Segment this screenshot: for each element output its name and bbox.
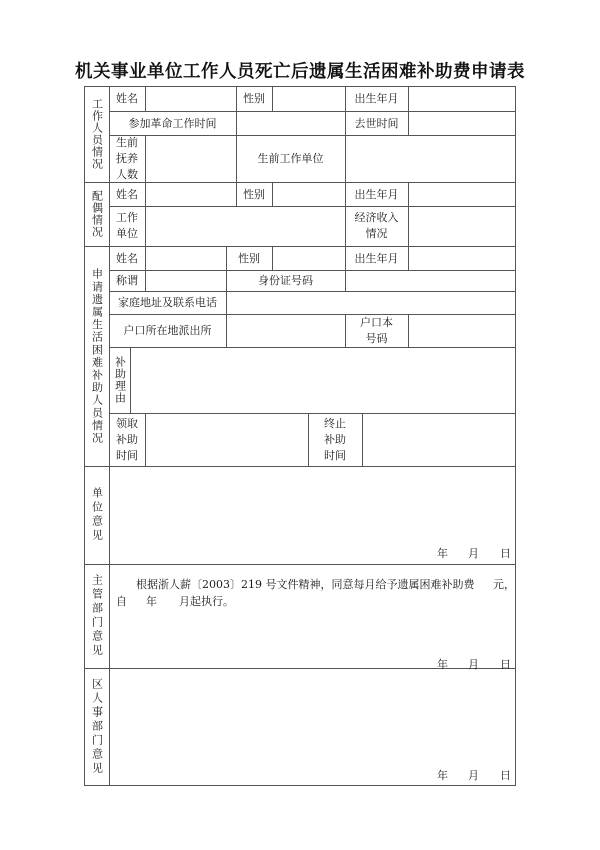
authority-opinion-date-year: 年 (437, 658, 448, 671)
applicant-relation-label: 称谓 (116, 274, 138, 287)
spouse-name-field[interactable] (145, 182, 236, 206)
applicant-name-label: 姓名 (116, 251, 138, 265)
staff-work-unit-label: 生前工作单位 (257, 152, 324, 165)
staff-dependents-field[interactable] (145, 135, 236, 182)
applicant-start-time-label: 领取 补助 时间 (116, 416, 138, 462)
staff-gender-field[interactable] (272, 86, 345, 111)
staff-gender-label: 性别 (243, 92, 265, 105)
applicant-end-time-field[interactable] (362, 413, 515, 466)
applicant-household-no-label: 户口本 号码 (360, 315, 393, 345)
applicant-birth-field[interactable] (408, 246, 515, 270)
staff-work-unit-field[interactable] (345, 135, 515, 182)
staff-dependents-label: 生前 抚养 人数 (116, 135, 138, 181)
district-opinion-date-month: 月 (468, 769, 479, 782)
staff-revolution-work-time-field[interactable] (236, 111, 345, 135)
applicant-end-time-label: 终止 补助 时间 (324, 416, 346, 462)
authority-opinion-from: 自 (116, 595, 127, 608)
district-opinion-label: 区人事部门意见 (90, 677, 104, 776)
staff-section-label: 工作人员情况 (90, 98, 104, 170)
applicant-birth-label: 出生年月 (354, 251, 399, 265)
staff-name-field[interactable] (145, 86, 236, 111)
applicant-address-phone-field[interactable] (226, 291, 515, 314)
form-title: 机关事业单位工作人员死亡后遗属生活困难补助费申请表 (75, 62, 525, 82)
applicant-reason-label: 补助理由 (113, 356, 127, 404)
applicant-gender-field[interactable] (272, 246, 345, 270)
authority-opinion-month-rest: 月起执行。 (179, 595, 234, 608)
spouse-gender-label: 性别 (243, 187, 265, 201)
table-border-bottom (84, 785, 516, 786)
applicant-address-phone-label: 家庭地址及联系电话 (118, 296, 217, 309)
unit-opinion-date-day: 日 (500, 547, 511, 560)
spouse-birth-label: 出生年月 (354, 187, 399, 201)
unit-opinion-label: 单位意见 (90, 487, 104, 543)
district-opinion-date-day: 日 (500, 769, 511, 782)
applicant-gender-label: 性别 (238, 251, 260, 265)
staff-death-time-field[interactable] (408, 111, 515, 135)
applicant-id-field[interactable] (345, 270, 515, 291)
spouse-birth-field[interactable] (408, 182, 515, 206)
spouse-work-unit-label: 工作 单位 (116, 211, 138, 240)
authority-opinion-field[interactable] (110, 612, 514, 650)
row-divider (84, 564, 516, 565)
authority-opinion-date-day: 日 (500, 658, 511, 671)
table-border-right (515, 86, 516, 786)
authority-opinion-date-month: 月 (468, 658, 479, 671)
applicant-section-label: 申请遗属生活困难补助人员情况 (90, 267, 104, 445)
staff-death-time-label: 去世时间 (354, 116, 399, 130)
spouse-work-unit-field[interactable] (145, 206, 345, 246)
applicant-police-station-label: 户口所在地派出所 (123, 324, 212, 337)
staff-birth-field[interactable] (408, 86, 515, 111)
applicant-relation-field[interactable] (145, 270, 226, 291)
spouse-income-field[interactable] (408, 206, 515, 246)
unit-opinion-date-month: 月 (468, 547, 479, 560)
staff-revolution-work-time-label: 参加革命工作时间 (128, 116, 217, 130)
authority-opinion-label: 主管部门意见 (90, 574, 104, 658)
authority-opinion-text-line1: 根据浙人薪〔2003〕219 号文件精神，同意每月给予遗属困难补助费 (136, 578, 475, 591)
authority-opinion-year: 年 (146, 595, 157, 608)
district-opinion-date-year: 年 (437, 769, 448, 782)
staff-name-label: 姓名 (116, 92, 138, 105)
unit-opinion-field[interactable] (110, 467, 514, 547)
district-opinion-field[interactable] (110, 669, 514, 764)
applicant-police-station-field[interactable] (226, 314, 345, 347)
applicant-household-no-field[interactable] (408, 314, 515, 347)
applicant-id-label: 身份证号码 (258, 274, 313, 287)
unit-opinion-date-year: 年 (437, 547, 448, 560)
spouse-name-label: 姓名 (116, 187, 138, 201)
spouse-gender-field[interactable] (272, 182, 345, 206)
spouse-section-label: 配偶情况 (90, 190, 104, 238)
applicant-name-field[interactable] (145, 246, 226, 270)
authority-opinion-yuan: 元， (493, 578, 515, 591)
applicant-reason-field[interactable] (130, 347, 515, 413)
applicant-start-time-field[interactable] (145, 413, 308, 466)
staff-birth-label: 出生年月 (354, 92, 399, 105)
spouse-income-label: 经济收入 情况 (354, 211, 399, 240)
